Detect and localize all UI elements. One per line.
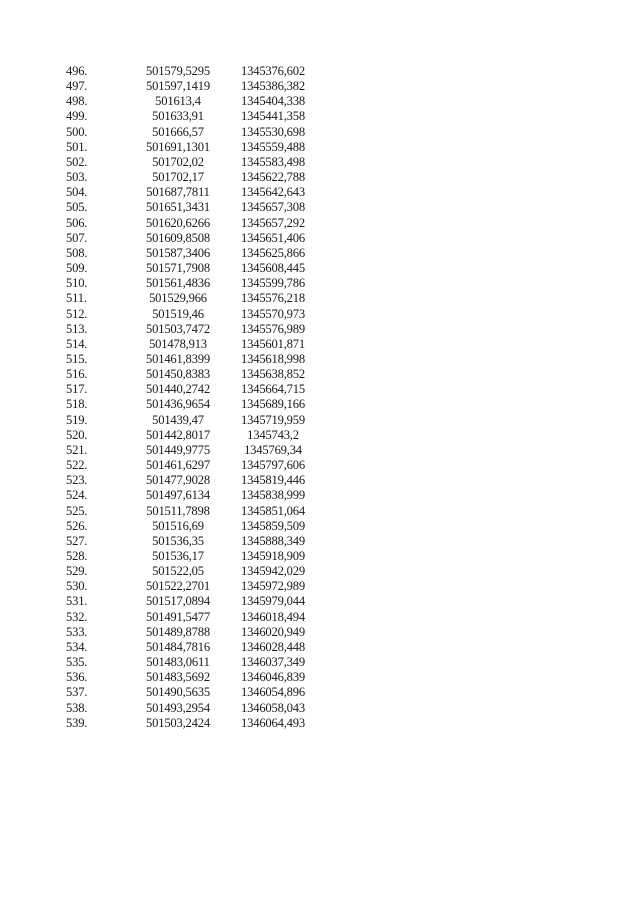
x-coordinate-cell: 501461,6297 [146, 458, 210, 473]
x-coordinate-cell: 501478,913 [149, 336, 207, 351]
x-coordinate-cell: 501536,35 [152, 533, 204, 548]
y-coordinate-cell: 1345576,989 [241, 321, 305, 336]
x-coordinate-cell: 501579,5295 [146, 64, 210, 78]
x-coordinate-cell: 501587,3406 [146, 245, 210, 260]
table-row [66, 685, 316, 700]
point-number-cell: 501. [66, 139, 88, 154]
y-coordinate-cell: 1345570,973 [241, 306, 305, 321]
table-row [66, 413, 316, 428]
coordinate-table-body [66, 64, 316, 731]
table-row [66, 443, 316, 458]
x-coordinate-cell: 501536,17 [152, 549, 204, 563]
x-coordinate-cell: 501503,2424 [146, 715, 210, 730]
table-row [66, 125, 316, 140]
table-row [66, 397, 316, 412]
table-row [66, 246, 316, 261]
point-number-cell: 507. [66, 230, 88, 245]
point-number-cell: 503. [66, 170, 88, 185]
table-row [66, 716, 316, 731]
y-coordinate-cell: 1345599,786 [241, 276, 305, 291]
x-coordinate-cell: 501519,46 [152, 306, 204, 321]
x-coordinate-cell: 501702,17 [152, 170, 204, 185]
y-coordinate-cell: 1346020,949 [241, 624, 305, 639]
y-coordinate-cell: 1345625,866 [241, 245, 305, 260]
table-row [66, 488, 316, 503]
point-number-cell: 525. [66, 503, 88, 518]
table-row [66, 200, 316, 215]
point-number-cell: 508. [66, 245, 88, 260]
x-coordinate-cell: 501516,69 [152, 518, 204, 533]
y-coordinate-cell: 1346064,493 [241, 715, 305, 730]
table-row [66, 428, 316, 443]
x-coordinate-cell: 501571,7908 [146, 261, 210, 276]
x-coordinate-cell: 501461,8399 [146, 351, 210, 366]
y-coordinate-cell: 1346058,043 [241, 700, 305, 715]
point-number-cell: 534. [66, 639, 88, 654]
point-number-cell: 500. [66, 124, 88, 139]
x-coordinate-cell: 501613,4 [155, 94, 201, 109]
table-row [66, 594, 316, 609]
y-coordinate-cell: 1345657,292 [241, 215, 305, 230]
y-coordinate-cell: 1345819,446 [241, 473, 305, 488]
table-row [66, 79, 316, 94]
x-coordinate-cell: 501439,47 [152, 412, 204, 427]
table-row [66, 382, 316, 397]
y-coordinate-cell: 1346037,349 [241, 655, 305, 670]
point-number-cell: 537. [66, 685, 88, 700]
point-number-cell: 514. [66, 336, 88, 351]
point-number-cell: 531. [66, 594, 88, 609]
y-coordinate-cell: 1345851,064 [241, 503, 305, 518]
y-coordinate-cell: 1345838,999 [241, 488, 305, 503]
x-coordinate-cell: 501503,7472 [146, 321, 210, 336]
table-row [66, 579, 316, 594]
point-number-cell: 526. [66, 518, 88, 533]
table-row [66, 322, 316, 337]
point-number-cell: 515. [66, 351, 88, 366]
table-row [66, 291, 316, 306]
x-coordinate-cell: 501497,6134 [146, 488, 210, 503]
point-number-cell: 516. [66, 367, 88, 382]
point-number-cell: 506. [66, 215, 88, 230]
point-number-cell: 517. [66, 382, 88, 397]
table-row [66, 216, 316, 231]
y-coordinate-cell: 1345376,602 [241, 64, 305, 78]
y-coordinate-cell: 1345642,643 [241, 185, 305, 200]
y-coordinate-cell: 1346054,896 [241, 685, 305, 700]
y-coordinate-cell: 1345608,445 [241, 261, 305, 276]
table-row [66, 640, 316, 655]
point-number-cell: 498. [66, 94, 88, 109]
point-number-cell: 530. [66, 579, 88, 594]
table-row [66, 625, 316, 640]
x-coordinate-cell: 501522,2701 [146, 579, 210, 594]
y-coordinate-cell: 1345664,715 [241, 382, 305, 397]
table-row [66, 504, 316, 519]
table-row [66, 170, 316, 185]
table-row [66, 534, 316, 549]
table-row [66, 185, 316, 200]
point-number-cell: 536. [66, 670, 88, 685]
y-coordinate-cell: 1345404,338 [241, 94, 305, 109]
x-coordinate-cell: 501483,5692 [146, 670, 210, 685]
x-coordinate-cell: 501702,02 [152, 154, 204, 169]
x-coordinate-cell: 501484,7816 [146, 639, 210, 654]
point-number-cell: 535. [66, 655, 88, 670]
table-row [66, 564, 316, 579]
table-row [66, 655, 316, 670]
point-number-cell: 513. [66, 321, 88, 336]
y-coordinate-cell: 1345559,488 [241, 139, 305, 154]
y-coordinate-cell: 1345689,166 [241, 397, 305, 412]
table-row [66, 337, 316, 352]
x-coordinate-cell: 501477,9028 [146, 473, 210, 488]
point-number-cell: 527. [66, 533, 88, 548]
point-number-cell: 499. [66, 109, 88, 124]
point-number-cell: 496. [66, 64, 88, 78]
y-coordinate-cell: 1345622,788 [241, 170, 305, 185]
x-coordinate-cell: 501691,1301 [146, 139, 210, 154]
point-number-cell: 505. [66, 200, 88, 215]
point-number-cell: 502. [66, 154, 88, 169]
y-coordinate-cell: 1345979,044 [241, 594, 305, 609]
x-coordinate-cell: 501529,966 [149, 291, 207, 306]
point-number-cell: 539. [66, 715, 88, 730]
x-coordinate-cell: 501620,6266 [146, 215, 210, 230]
y-coordinate-cell: 1345769,34 [244, 442, 302, 457]
x-coordinate-cell: 501633,91 [152, 109, 204, 124]
y-coordinate-cell: 1345918,909 [241, 549, 305, 563]
y-coordinate-cell: 1345743,2 [247, 427, 299, 442]
table-row [66, 94, 316, 109]
y-coordinate-cell: 1345386,382 [241, 79, 305, 94]
x-coordinate-cell: 501442,8017 [146, 427, 210, 442]
point-number-cell: 533. [66, 624, 88, 639]
x-coordinate-cell: 501489,8788 [146, 624, 210, 639]
table-row [66, 610, 316, 625]
x-coordinate-cell: 501597,1419 [146, 79, 210, 94]
table-row [66, 261, 316, 276]
point-number-cell: 524. [66, 488, 88, 503]
y-coordinate-cell: 1345972,989 [241, 579, 305, 594]
y-coordinate-cell: 1346018,494 [241, 609, 305, 624]
x-coordinate-cell: 501517,0894 [146, 594, 210, 609]
x-coordinate-cell: 501483,0611 [146, 655, 210, 670]
y-coordinate-cell: 1345859,509 [241, 518, 305, 533]
y-coordinate-cell: 1345797,606 [241, 458, 305, 473]
coordinate-table [66, 64, 316, 731]
table-row [66, 140, 316, 155]
point-number-cell: 504. [66, 185, 88, 200]
x-coordinate-cell: 501449,9775 [146, 442, 210, 457]
y-coordinate-cell: 1345583,498 [241, 154, 305, 169]
point-number-cell: 520. [66, 427, 88, 442]
point-number-cell: 522. [66, 458, 88, 473]
table-row [66, 307, 316, 322]
point-number-cell: 523. [66, 473, 88, 488]
table-row [66, 367, 316, 382]
x-coordinate-cell: 501490,5635 [146, 685, 210, 700]
x-coordinate-cell: 501450,8383 [146, 367, 210, 382]
y-coordinate-cell: 1345441,358 [241, 109, 305, 124]
x-coordinate-cell: 501561,4836 [146, 276, 210, 291]
x-coordinate-cell: 501436,9654 [146, 397, 210, 412]
point-number-cell: 512. [66, 306, 88, 321]
y-coordinate-cell: 1345651,406 [241, 230, 305, 245]
x-coordinate-cell: 501666,57 [152, 124, 204, 139]
table-row [66, 519, 316, 534]
y-coordinate-cell: 1345530,698 [241, 124, 305, 139]
y-coordinate-cell: 1345657,308 [241, 200, 305, 215]
x-coordinate-cell: 501491,5477 [146, 609, 210, 624]
table-row [66, 64, 316, 79]
x-coordinate-cell: 501511,7898 [146, 503, 210, 518]
table-row [66, 458, 316, 473]
point-number-cell: 532. [66, 609, 88, 624]
y-coordinate-cell: 1346028,448 [241, 639, 305, 654]
y-coordinate-cell: 1345601,871 [241, 336, 305, 351]
table-row [66, 231, 316, 246]
x-coordinate-cell: 501493,2954 [146, 700, 210, 715]
point-number-cell: 497. [66, 79, 88, 94]
point-number-cell: 538. [66, 700, 88, 715]
point-number-cell: 511. [66, 291, 87, 306]
y-coordinate-cell: 1346046,839 [241, 670, 305, 685]
y-coordinate-cell: 1345942,029 [241, 564, 305, 579]
y-coordinate-cell: 1345719,959 [241, 412, 305, 427]
point-number-cell: 521. [66, 442, 88, 457]
x-coordinate-cell: 501440,2742 [146, 382, 210, 397]
y-coordinate-cell: 1345638,852 [241, 367, 305, 382]
point-number-cell: 518. [66, 397, 88, 412]
table-row [66, 670, 316, 685]
table-row [66, 352, 316, 367]
y-coordinate-cell: 1345576,218 [241, 291, 305, 306]
table-row [66, 701, 316, 716]
y-coordinate-cell: 1345888,349 [241, 533, 305, 548]
point-number-cell: 509. [66, 261, 88, 276]
x-coordinate-cell: 501609,8508 [146, 230, 210, 245]
table-row [66, 549, 316, 564]
point-number-cell: 510. [66, 276, 88, 291]
x-coordinate-cell: 501651,3431 [146, 200, 210, 215]
table-row [66, 276, 316, 291]
table-row [66, 473, 316, 488]
point-number-cell: 519. [66, 412, 88, 427]
table-row [66, 155, 316, 170]
table-row [66, 109, 316, 124]
x-coordinate-cell: 501687,7811 [146, 185, 210, 200]
y-coordinate-cell: 1345618,998 [241, 351, 305, 366]
x-coordinate-cell: 501522,05 [152, 564, 204, 579]
point-number-cell: 528. [66, 549, 88, 563]
point-number-cell: 529. [66, 564, 88, 579]
